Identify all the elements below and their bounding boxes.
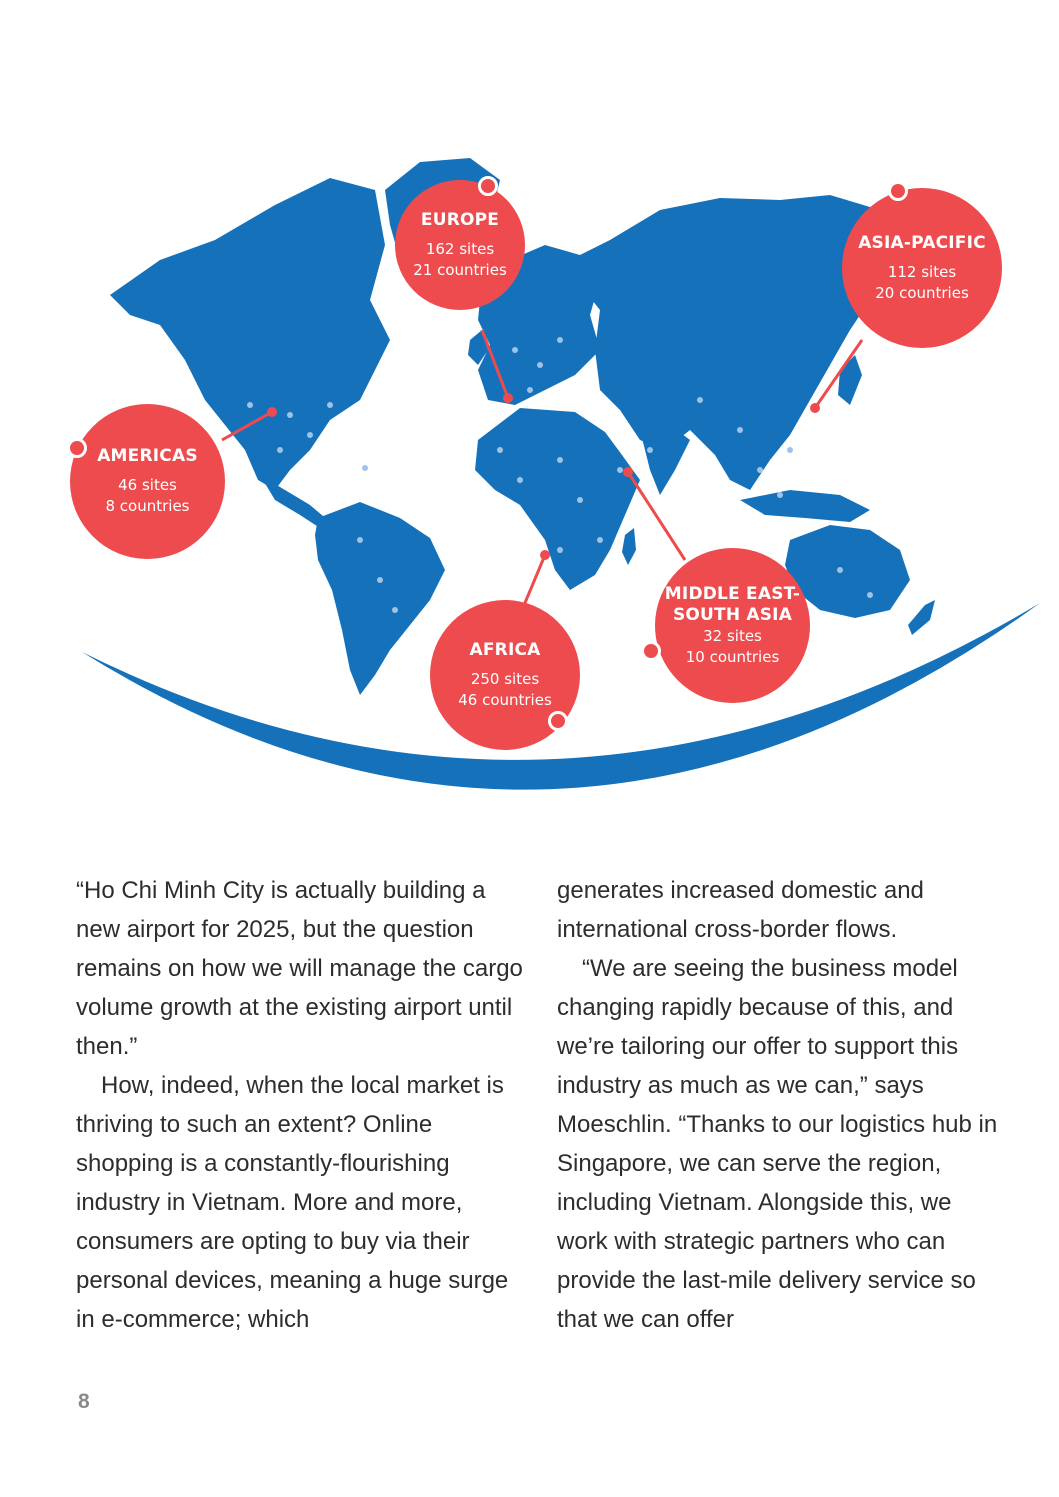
region-asia-pacific-countries: 20 countries: [875, 283, 969, 302]
region-middle-east-name-line1: MIDDLE EAST-: [664, 583, 801, 604]
new-zealand-shape: [908, 600, 935, 635]
region-americas-name: AMERICAS: [97, 446, 198, 466]
south-america-shape: [315, 502, 445, 695]
region-asia-pacific-name: ASIA-PACIFIC: [858, 232, 986, 253]
page-number: 8: [78, 1390, 90, 1413]
article-column-right: [557, 871, 1005, 1339]
region-middle-east-countries: 10 countries: [685, 647, 780, 666]
region-europe-countries: 21 countries: [413, 260, 507, 279]
americas-ring-marker: [67, 438, 87, 458]
region-africa-sites: 250 sites: [470, 669, 540, 688]
region-americas-countries: 8 countries: [105, 497, 190, 515]
region-europe-sites: 162 sites: [425, 239, 495, 258]
region-americas-sites: 46 sites: [118, 476, 177, 494]
article-paragraph: “We are seeing the business model changing rapidly because of this, and we’re tailoring our offer to support this industry as much as we can,” says Moeschlin. “Thanks to our logistics hub in Singapore, we can serve the region, including Vietnam. Alongside this, we work with strategic partners who can provide the last-mile delivery service so that we can offer: [557, 955, 998, 1333]
southeast-asia-islands-shape: [740, 490, 870, 522]
region-europe: [395, 180, 525, 310]
africa-shape: [475, 408, 640, 590]
region-africa-name: AFRICA: [469, 639, 541, 660]
article-column-left: [76, 871, 524, 1339]
india-shape: [640, 425, 690, 495]
region-asia-pacific: [842, 188, 1002, 348]
asia-pacific-ring-marker: [888, 181, 908, 201]
region-europe-name: EUROPE: [420, 209, 500, 230]
madagascar-shape: [622, 528, 636, 565]
region-middle-east-south-asia: [655, 548, 810, 703]
article-paragraph: “Ho Chi Minh City is actually building a new airport for 2025, but the question remains on how we will manage the cargo volume growth at the existing airport until then.”: [76, 877, 523, 1060]
world-map-infographic: [0, 150, 1059, 840]
region-asia-pacific-sites: 112 sites: [887, 262, 957, 281]
japan-shape: [838, 355, 862, 405]
africa-ring-marker: [548, 711, 568, 731]
region-middle-east-sites: 32 sites: [703, 626, 762, 645]
article-paragraph: generates increased domestic and international cross-border flows.: [557, 877, 924, 943]
region-americas: [70, 404, 225, 559]
region-africa-countries: 46 countries: [458, 690, 552, 709]
article-paragraph: How, indeed, when the local market is thriving to such an extent? Online shopping is a constantly-flourishing industry in Vietnam. More and more, consumers are opting to buy via their personal devices, meaning a huge surge in e-commerce; which: [76, 1072, 509, 1333]
region-middle-east-name-line2: SOUTH ASIA: [672, 604, 793, 625]
europe-ring-marker: [478, 176, 498, 196]
middle-east-ring-marker: [641, 641, 661, 661]
